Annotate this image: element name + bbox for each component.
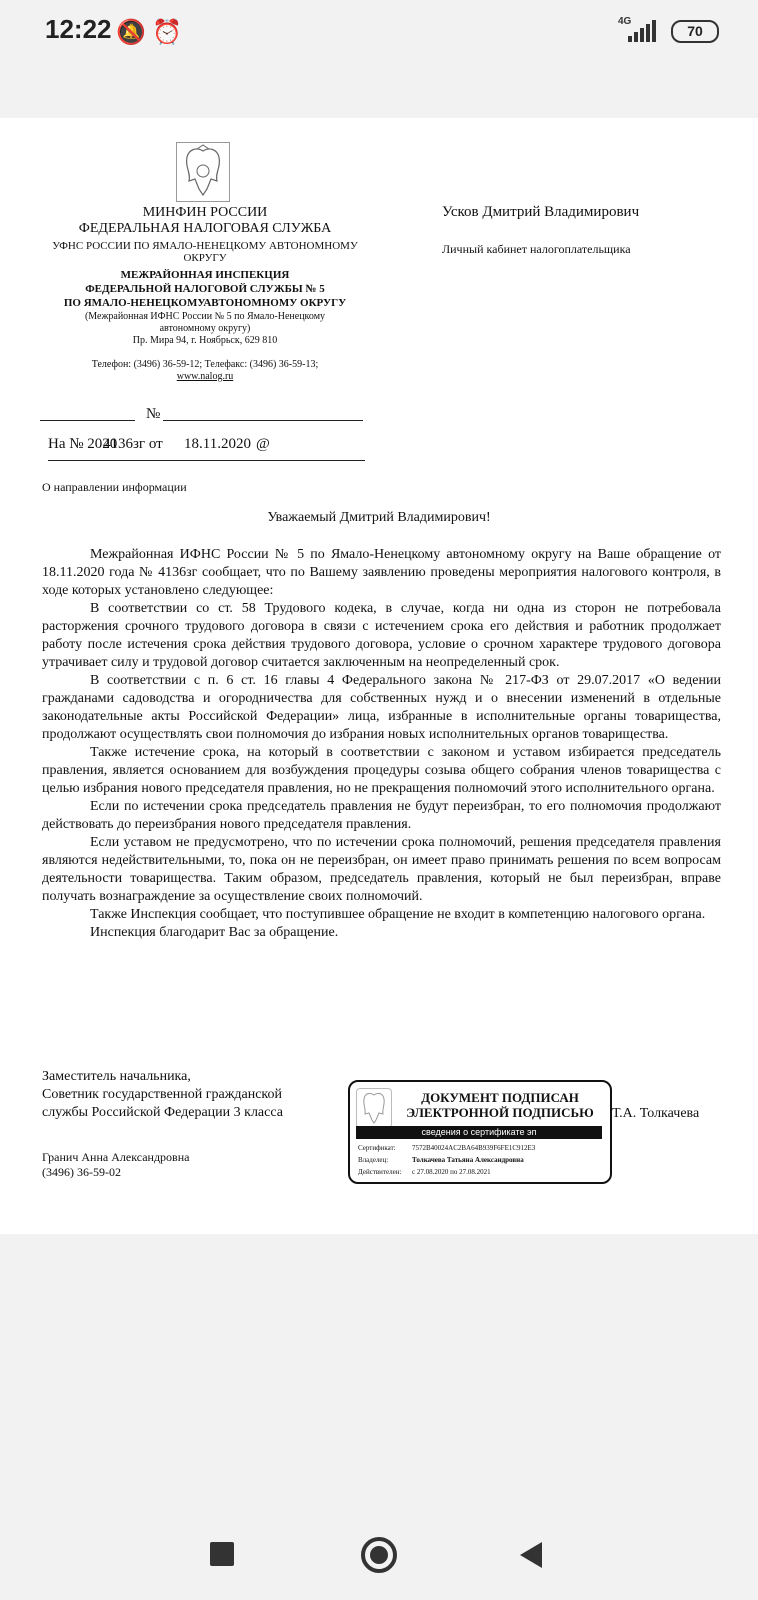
- org-contacts: Телефон: (3496) 36-59-12; Телефакс: (3496) 36-59-13; www.nalog.ru: [40, 359, 370, 383]
- signatory-position: Заместитель начальника, Советник государственной гражданской службы Российской Федерации 3 класса: [42, 1069, 283, 1120]
- org-address: (Межрайонная ИФНС России № 5 по Ямало-Ненецкому автономному округу) Пр. Мира 94, г. Ноябрьск, 629 810: [84, 311, 326, 346]
- network-type: 4G: [618, 16, 632, 27]
- paragraph: Если по истечении срока председатель правления не будут переизбран, то его полномочия продолжают действовать до переизбрания нового председателя правления.: [42, 799, 721, 832]
- stamp-cert-row: Сертификат: 7572B40024AC2BA64B939F6FE1C912E3: [358, 1144, 536, 1152]
- status-bar: [0, 0, 758, 118]
- stamp-owner-row: Владелец: Толкачева Татьяна Александровна: [358, 1156, 524, 1164]
- signal-icon: [628, 20, 658, 42]
- org-inspection-name: МЕЖРАЙОННАЯ ИНСПЕКЦИЯ ФЕДЕРАЛЬНОЙ НАЛОГОВОЙ СЛУЖБЫ № 5 ПО ЯМАЛО-НЕНЕЦКОМУАВТОНОМНОМУ ОКРУГУ: [63, 269, 347, 309]
- recipient-name: Усков Дмитрий Владимирович: [442, 204, 640, 220]
- bell-muted-icon: 🔕: [116, 18, 146, 46]
- website-link[interactable]: www.nalog.ru: [176, 371, 234, 382]
- number-blank: [163, 420, 363, 421]
- stamp-title: ДОКУМЕНТ ПОДПИСАН ЭЛЕКТРОННОЙ ПОДПИСЬЮ: [406, 1090, 594, 1120]
- battery-icon: 70: [671, 20, 719, 43]
- paragraph: В соответствии со ст. 58 Трудового кодека, в случае, когда ни одна из сторон не потребовала расторжения срочного трудового договора в связи с истечением срока его действия и работник продолжает работу после истечения срока действия трудового договора, условие о срочном характере трудового договора утрачивает силу и трудовой договор считается заключенным на неопределенный срок.: [42, 601, 721, 670]
- outgoing-number-line: [40, 404, 365, 428]
- clock: 12:22: [45, 14, 112, 44]
- paragraph: Также Инспекция сообщает, что поступившее обращение не входит в компетенцию налогового органа.: [90, 907, 706, 922]
- date-blank: [40, 420, 135, 421]
- recipient-cabinet: Личный кабинет налогоплательщика: [442, 242, 631, 256]
- letter-body: [42, 546, 721, 942]
- stamp-valid-row: Действителен: с 27.08.2020 по 27.08.2021: [358, 1168, 491, 1176]
- reference-line: На № 2020 4136зг от 18.11.2020 @: [48, 436, 365, 461]
- back-button[interactable]: [520, 1542, 542, 1568]
- org-regional-office: УФНС РОССИИ ПО ЯМАЛО-НЕНЕЦКОМУ АВТОНОМНОМУ ОКРУГУ: [52, 240, 358, 264]
- number-sign: №: [146, 406, 161, 422]
- letter-greeting: Уважаемый Дмитрий Владимирович!: [267, 510, 491, 525]
- alarm-icon: ⏰: [152, 18, 182, 46]
- paragraph: Инспекция благодарит Вас за обращение.: [90, 925, 339, 940]
- stamp-cert-header: сведения о сертификате эп: [356, 1126, 602, 1139]
- coat-of-arms-icon: [356, 1088, 392, 1128]
- recents-button[interactable]: [210, 1542, 234, 1566]
- coat-of-arms-icon: [176, 142, 230, 202]
- document-page[interactable]: [0, 118, 758, 1234]
- signer-name: Т.А. Толкачева: [612, 1106, 700, 1121]
- home-button[interactable]: [361, 1537, 397, 1573]
- navigation-bar: [0, 1512, 758, 1600]
- paragraph: Если уставом не предусмотрено, что по истечении срока полномочий, решения председателя правления являются недействительными, то, пока он не переизбран, он имеет право принимать решения по всем вопросам деятельности товарищества. Таким образом, председатель правления, который не был переизбран, вправе получать вознаграждение за осуществление своих полномочий.: [42, 835, 721, 904]
- letter-subject: О направлении информации: [42, 480, 187, 494]
- paragraph: Межрайонная ИФНС России № 5 по Ямало-Ненецкому автономному округу на Ваше обращение от 18.11.2020 года № 4136зг сообщает, что по Вашему заявлению проведены мероприятия налогового контроля, в ходе которых установлено следующее:: [42, 547, 721, 598]
- electronic-signature-stamp: [348, 1080, 612, 1184]
- paragraph: Также истечение срока, на который в соответствии с законом и уставом избирается председатель правления, является основанием для возбуждения процедуры созыва общего собрания членов товарищества с целью избрания нового председателя правления, но не прекращения полномочий этого исполнительного органа.: [42, 745, 721, 796]
- org-ministry: МИНФИН РОССИИ ФЕДЕРАЛЬНАЯ НАЛОГОВАЯ СЛУЖБА: [78, 205, 332, 236]
- paragraph: В соответствии с п. 6 ст. 16 главы 4 Федерального закона № 217-ФЗ от 29.07.2017 «О ведении гражданами садоводства и огородничества для собственных нужд и о внесении изменений в отдельные законодательные акты Российской Федерации» лица, избранные в исполнительные органы товарищества, продолжают осуществлять свои полномочия до избрания новых исполнительных органов товарищества.: [42, 673, 721, 742]
- executor-contact: Гранич Анна Александровна (3496) 36-59-02: [42, 1150, 190, 1179]
